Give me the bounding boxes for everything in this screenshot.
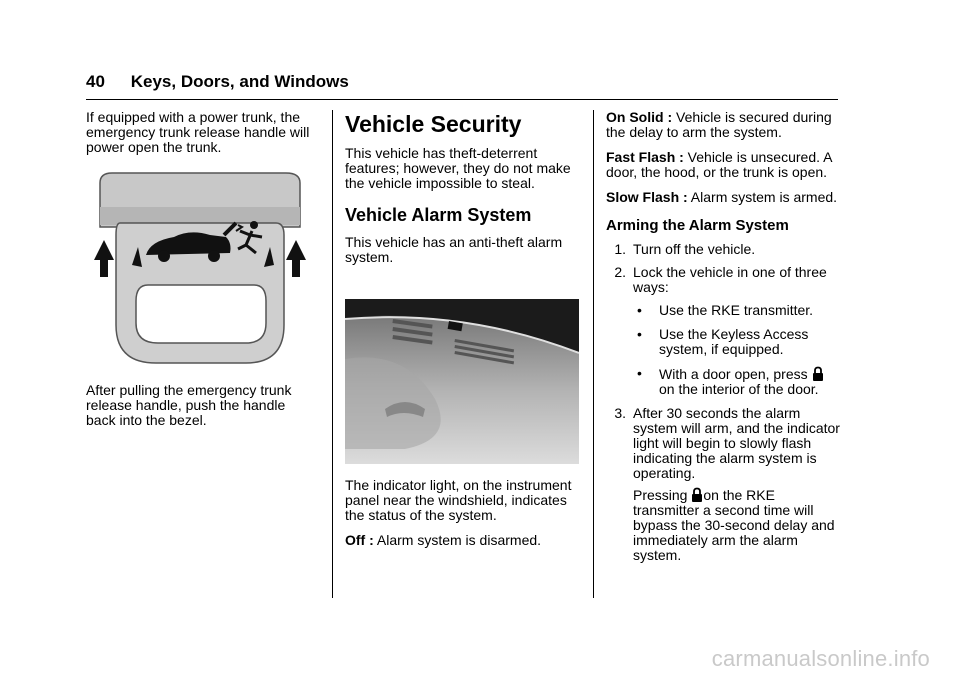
step-text: After 30 seconds the alarm system will arm, and the indicator light will begin to slowly flash indicating the alarm system is operating. [633, 405, 840, 481]
arming-heading: Arming the Alarm System [606, 217, 789, 234]
fast-flash-label: Fast Flash : [606, 149, 684, 165]
bullet: • [637, 302, 642, 318]
bullet-text: Use the Keyless Access system, if equipped. [659, 326, 809, 357]
column-2 [345, 110, 580, 558]
on-solid-text: Vehicle is secured during the delay to arm the system. [606, 109, 832, 140]
lock-icon [812, 366, 824, 382]
rke-second-time-text: on the RKE transmitter a second time will bypass the 30-second delay and immediately arm the alarm system. [633, 487, 835, 563]
column-divider-1 [332, 110, 333, 598]
bullet-text-b: on the interior of the door. [659, 381, 819, 397]
security-text: This vehicle has theft-deterrent features; however, they do not make the vehicle impossible to steal. [345, 145, 571, 191]
bullet-item [606, 327, 842, 357]
trunk-release-handle-illustration [86, 165, 318, 375]
list-item [606, 265, 842, 295]
after-pull-text: After pulling the emergency trunk release handle, push the handle back into the bezel. [86, 382, 292, 428]
section-title: Keys, Doors, and Windows [130, 72, 349, 91]
step-number: 1. [614, 241, 626, 257]
off-text: Alarm system is disarmed. [373, 532, 542, 548]
vehicle-security-heading: Vehicle Security [345, 111, 522, 137]
step-text-continued [633, 487, 842, 563]
bullet: • [637, 365, 642, 381]
trunk-intro-text: If equipped with a power trunk, the emergency trunk release handle will power open the trunk. [86, 109, 310, 155]
column-1 [86, 110, 318, 438]
fast-flash-status [606, 150, 842, 180]
watermark: carmanualsonline.info [711, 646, 930, 671]
header-rule [86, 99, 838, 100]
step-number: 3. [614, 405, 626, 421]
on-solid-status [606, 110, 842, 140]
on-solid-label: On Solid : [606, 109, 673, 125]
page-header [86, 72, 838, 92]
page-number: 40 [86, 72, 105, 91]
bullet-text: Use the RKE transmitter. [659, 302, 814, 318]
fast-flash-text: Vehicle is unsecured. A door, the hood, or the trunk is open. [606, 149, 832, 180]
indicator-text: The indicator light, on the instrument panel near the windshield, indicates the status of the system. [345, 477, 572, 523]
alarm-text: This vehicle has an anti-theft alarm system. [345, 234, 563, 265]
off-label: Off : [345, 532, 374, 548]
bullet-item [606, 366, 842, 397]
column-3 [606, 110, 842, 571]
bullet-text-a: With a door open, press [659, 366, 812, 382]
pressing-text: Pressing [633, 487, 692, 503]
slow-flash-text: Alarm system is armed. [687, 189, 838, 205]
slow-flash-status [606, 190, 842, 205]
column-divider-2 [593, 110, 594, 598]
lock-icon [691, 487, 703, 503]
bullet-item [606, 303, 842, 318]
step-text: Turn off the vehicle. [633, 241, 756, 257]
instrument-panel-photo [345, 299, 579, 464]
step-number: 2. [614, 264, 626, 280]
bullet: • [637, 326, 642, 342]
list-item [606, 242, 842, 257]
step-text: Lock the vehicle in one of three ways: [633, 264, 827, 295]
vehicle-alarm-heading: Vehicle Alarm System [345, 205, 532, 225]
list-item [606, 406, 842, 563]
slow-flash-label: Slow Flash : [606, 189, 688, 205]
off-status [345, 533, 580, 548]
